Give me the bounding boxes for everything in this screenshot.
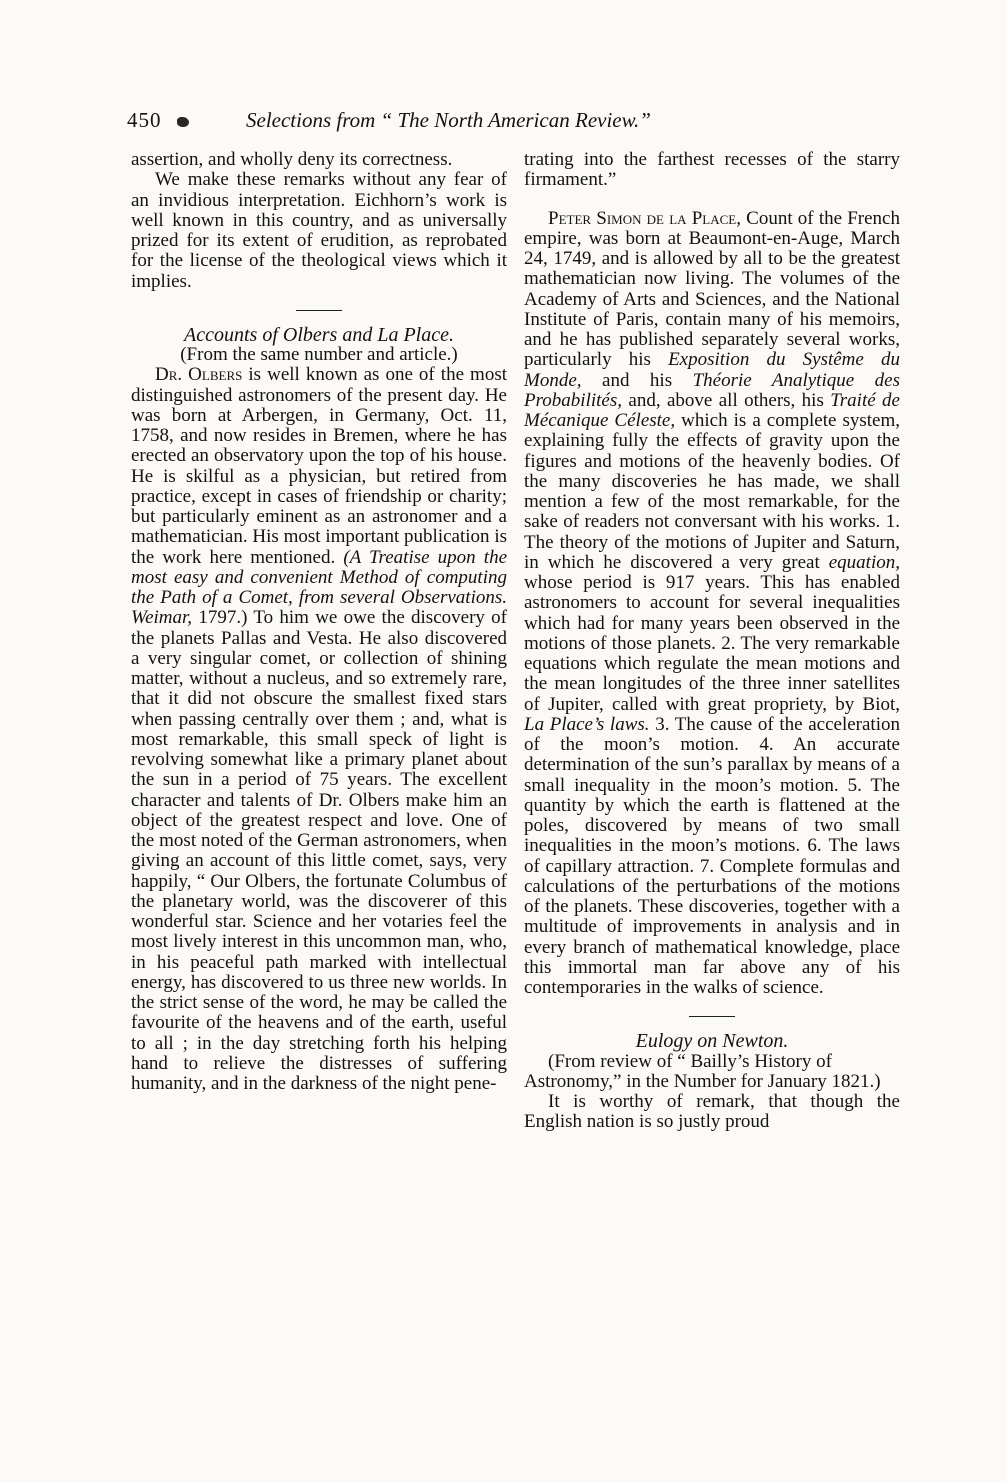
laplace-text-c: and, above all others, his [622, 389, 831, 411]
laplace-text-e: whose period is 917 years. This has enabled astronomers to account for several inequalities which had for many years been observed in the motions of those planets. 2. The very remarkable equations which regulate the mean motions and the mean longitudes of the three inner satellites of Jupiter, called with great propriety, by Biot, [524, 572, 900, 715]
olbers-text-a: is well known as one of the most distinguished astronomers of the present day. He was born at Arbergen, in Germany, Oct. 11, 1758, and now resides in Bremen, where he has erected an observatory upon the top of his house. He is skilful as a physician, but retired from practice, except in cases of friendship or charity; but particularly eminent as an astronomer and a mathematician. His most important publication is the work here mentioned. [131, 364, 507, 568]
paragraph-continued: assertion, and wholly deny its correctness. [131, 149, 453, 170]
page-number: 450 [127, 108, 162, 132]
work-title-theorie: Théorie Analytique des Probabilités, [524, 369, 900, 411]
ornament-icon [177, 117, 189, 127]
paragraph-eichhorn: We make these remarks without any fear of an invidious interpretation. Eichhorn’s work is well known in this country, and as universally prized for its extent of erudition, as reprobated for the license of the theological views which it implies. [131, 169, 507, 292]
section-divider [296, 310, 342, 311]
person-name-olbers: Dr. Olbers [155, 364, 243, 386]
work-title-traite: Traité de Mécanique Céleste, [524, 389, 900, 431]
laplace-text-d: which is a complete system, explaining fully the effects of gravity upon the figures and motions of the heavenly bodies. Of the many discoveries he has made, we shall mention a few of the most remarkable, for the sake of readers not conversant with his works. 1. The theory of the motions of Jupiter and Saturn, in which he discovered a very great [524, 410, 900, 573]
work-title-exposition: Exposition du Systême du Monde, [524, 349, 900, 391]
person-name-laplace: Peter Simon de la Place [548, 207, 737, 229]
paragraph-newton: It is worthy of remark, that though the English nation is so justly proud [524, 1091, 900, 1133]
term-laplaces-laws: La Place’s laws. [524, 713, 650, 735]
running-title: Selections from “ The North American Review.” [246, 108, 651, 132]
paragraph-olbers [131, 365, 507, 1094]
section-title-olbers: Accounts of Olbers and La Place. [184, 323, 454, 346]
olbers-text-b: 1797.) To him we owe the discovery of the planets Pallas and Vesta. He also discovered a very singular comet, or collection of shining matter, without a nucleus, and so extremely rare, that it did not obscure the smallest fixed stars when passing centrally over them ; and, what is most remarkable, this small speck of light is revolving somewhat like a primary planet about the sun in a period of 75 years. The excellent character and talents of Dr. Olbers make him an object of the greatest respect and love. One of the most noted of the German astronomers, when giving an account of this little comet, says, very happily, “ Our Olbers, the fortunate Columbus of the planetary world, was the discoverer of this wonderful star. Science and her votaries feel the most lively interest in this uncommon man, who, in his peaceful path marked with intellectual energy, has discovered to us three new worlds. In the strict sense of the word, he may be called the favourite of the heavens and of the earth, useful to all ; in the day stretching forth his helping hand to relieve the distresses of suffering humanity, and in the darkness of the night pene- [131, 607, 507, 1094]
paragraph-gap [524, 191, 900, 209]
running-header [127, 100, 897, 140]
term-equation: equation, [828, 551, 900, 573]
treatise-title: (A Treatise upon the most easy and convenient Method of computing the Path of a Comet, from several Observations. Weimar, [131, 546, 507, 629]
section-divider [689, 1016, 735, 1017]
paragraph-quote-end: trating into the farthest recesses of the starry firmament.” [524, 149, 900, 191]
section-source-note: (From review of “ Bailly’s History of Astronomy,” in the Number for January 1821.) [524, 1050, 881, 1092]
laplace-text-a: , Count of the French empire, was born at Beaumont-en-Auge, March 24, 1749, and is allowed by all to be the greatest mathematician now living. The volumes of the Academy of Arts and Sciences, and the National Institute of Paris, contain many of his memoirs, and he has published separately several works, particularly his [524, 207, 900, 371]
left-column [131, 150, 507, 1094]
section-title-newton: Eulogy on Newton. [635, 1030, 789, 1053]
right-column [524, 150, 900, 1133]
laplace-text-f: 3. The cause of the acceleration of the moon’s motion. 4. An accurate determination of the sun’s parallax by means of a small inequality in the moon’s motion. 5. The quantity by which the earth is flattened at the poles, discovered by means of two small inequalities in the moon’s motions. 6. The laws of capillary attraction. 7. Complete formulas and calculations of the perturbations of the motions of the planets. These discoveries, together with a multitude of improvements in analysis and in every branch of mathematical knowledge, place this immortal man far above any of his contemporaries in the walks of science. [524, 713, 900, 998]
laplace-text-b: and his [581, 369, 693, 391]
section-source-note: (From the same number and article.) [180, 344, 458, 365]
paragraph-laplace [524, 209, 900, 999]
